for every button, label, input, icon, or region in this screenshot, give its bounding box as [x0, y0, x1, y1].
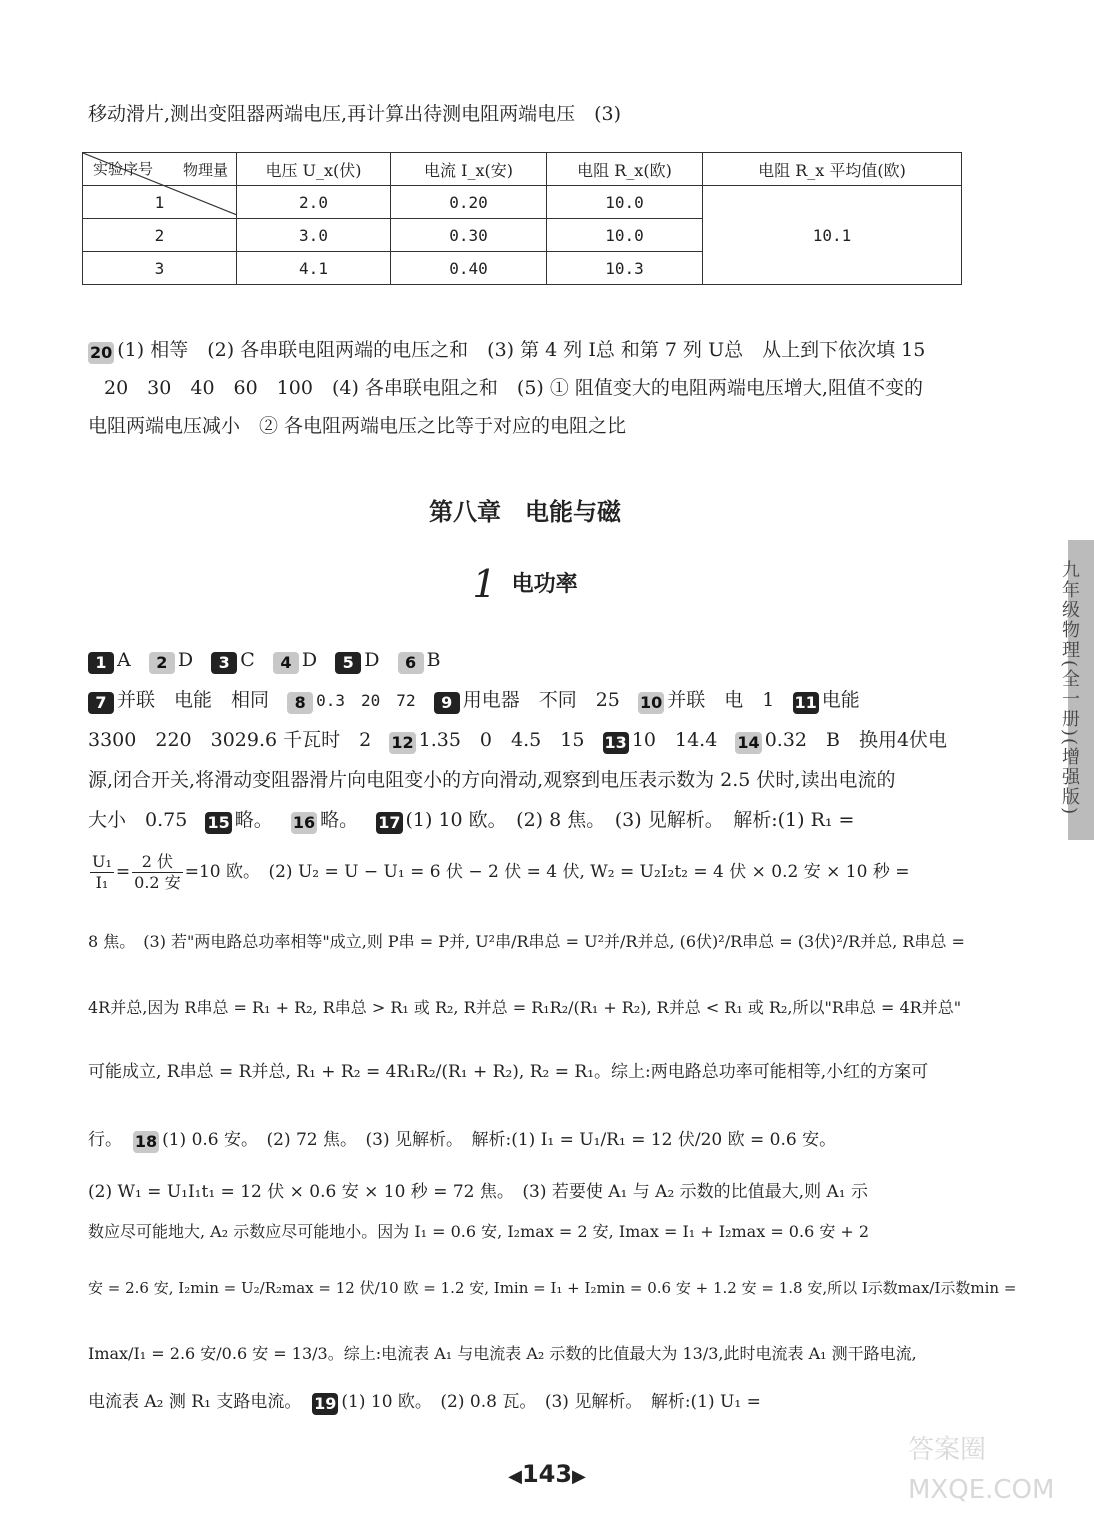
answers-line1: 7 并联 电能 相同 8 0.3 20 72 9 用电器 不同 25 10 并联 电 1 11 电能	[88, 688, 968, 714]
q20-line2: 20 30 40 60 100 (4) 各串联电阻之和 (5) ① 阻值变大的电阻两端电压增大,阻值不变的	[104, 377, 923, 399]
section-heading: 1 电功率	[472, 562, 578, 606]
watermark: 答案圈 MXQE.COM	[908, 1435, 1055, 1505]
side-text: 九年级物理(全一册)(增强版)	[1059, 560, 1080, 817]
q20-line1: 20 (1) 相等 (2) 各串联电阻两端的电压之和 (3) 第 4 列 I总 和第 7 列 U总 从上到下依次填 15	[90, 339, 926, 362]
answers-line10: (2) W₁ = U₁I₁t₁ = 12 伏 × 0.6 安 × 10 秒 = 72 焦。 (3) 若要使 A₁ 与 A₂ 示数的比值最大,则 A₁ 示	[88, 1182, 868, 1202]
diagonal-header: 物理量 实验序号	[83, 153, 237, 186]
answers-line13: Imax/I₁ = 2.6 安/0.6 安 = 13/3。综上:电流表 A₁ 与电流表 A₂ 示数的比值最大为 13/3,此时电流表 A₁ 测干路电流,	[88, 1344, 917, 1363]
answers-line9: 行。 18 (1) 0.6 安。 (2) 72 焦。 (3) 见解析。 解析:(1) I₁ = U₁/R₁ = 12 伏/20 欧 = 0.6 安。	[88, 1130, 837, 1151]
answers-line4: 大小 0.75 15 略。 16 略。 17 (1) 10 欧。 (2) 8 焦。 (3) 见解析。 解析:(1) R₁ =	[88, 809, 855, 832]
col-header-average: 电阻 R_x 平均值(欧)	[703, 153, 962, 186]
table-row: 2 3.0 0.30 10.0	[83, 219, 962, 252]
data-table	[82, 152, 962, 285]
q20-line3: 电阻两端电压减小 ② 各电阻两端电压之比等于对应的电阻之比	[88, 415, 627, 437]
answers-line12: 安 = 2.6 安, I₂min = U₂/R₂max = 12 伏/10 欧 = 1.2 安, Imin = I₁ + I₂min = 0.6 安 + 1.2 安 = 1.8 安,所以 I示数max/I示数min =	[88, 1279, 1017, 1297]
mc-answers: 1 A 2 D 3 C 4 D 5 D 6 B	[88, 648, 968, 674]
table-row: 1 2.0 0.20 10.0 10.1	[83, 186, 962, 219]
answers-line7: 4R并总,因为 R串总 = R₁ + R₂, R串总 > R₁ 或 R₂, R并总 = R₁R₂/(R₁ + R₂), R并总 < R₁ 或 R₂,所以"R串总 = 4R并总"	[88, 998, 962, 1017]
answers-line14: 电流表 A₂ 测 R₁ 支路电流。 19 (1) 10 欧。 (2) 0.8 瓦。 (3) 见解析。 解析:(1) U₁ =	[88, 1392, 761, 1413]
answers-line11: 数应尽可能地大, A₂ 示数应尽可能地小。因为 I₁ = 0.6 安, I₂max = 2 安, Imax = I₁ + I₂max = 0.6 安 + 2	[88, 1222, 870, 1241]
page-number: ◀143▶	[508, 1460, 586, 1488]
answers-line6: 8 焦。 (3) 若"两电路总功率相等"成立,则 P串 = P并, U²串/R串总 = U²并/R并总, (6伏)²/R串总 = (3伏)²/R并总, R串总 =	[88, 932, 965, 951]
answers-line2: 3300 220 3029.6 千瓦时 2 12 1.35 0 4.5 15 13 10 14.4 14 0.32 B 换用4伏电	[88, 729, 948, 752]
col-header-current: 电流 I_x(安)	[391, 153, 547, 186]
top-line: 移动滑片,测出变阻器两端电压,再计算出待测电阻两端电压 (3)	[88, 103, 621, 125]
answers-line8: 可能成立, R串总 = R并总, R₁ + R₂ = 4R₁R₂/(R₁ + R₂), R₂ = R₁。综上:两电路总功率可能相等,小红的方案可	[88, 1062, 929, 1082]
answers-line5: $\frac{\text{U₁}}{\text{I₁}}$ = $\frac{\text{2 伏}}{\text{0.2 安}}$ =10 欧。 (2) U₂ = U − U₁ = 6 伏 − 2 伏 = 4 伏, W₂ = U₂I₂t₂ = 4 伏 × 0.2 安 × 10 秒 =	[92, 852, 910, 892]
answers-line3: 源,闭合开关,将滑动变阻器滑片向电阻变小的方向滑动,观察到电压表示数为 2.5 伏时,读出电流的	[88, 769, 896, 791]
chapter-title: 第八章 电能与磁	[429, 498, 621, 526]
average-value: 10.1	[703, 186, 962, 285]
col-header-resistance: 电阻 R_x(欧)	[547, 153, 703, 186]
table-row: 3 4.1 0.40 10.3	[83, 252, 962, 285]
col-header-voltage: 电压 U_x(伏)	[237, 153, 391, 186]
